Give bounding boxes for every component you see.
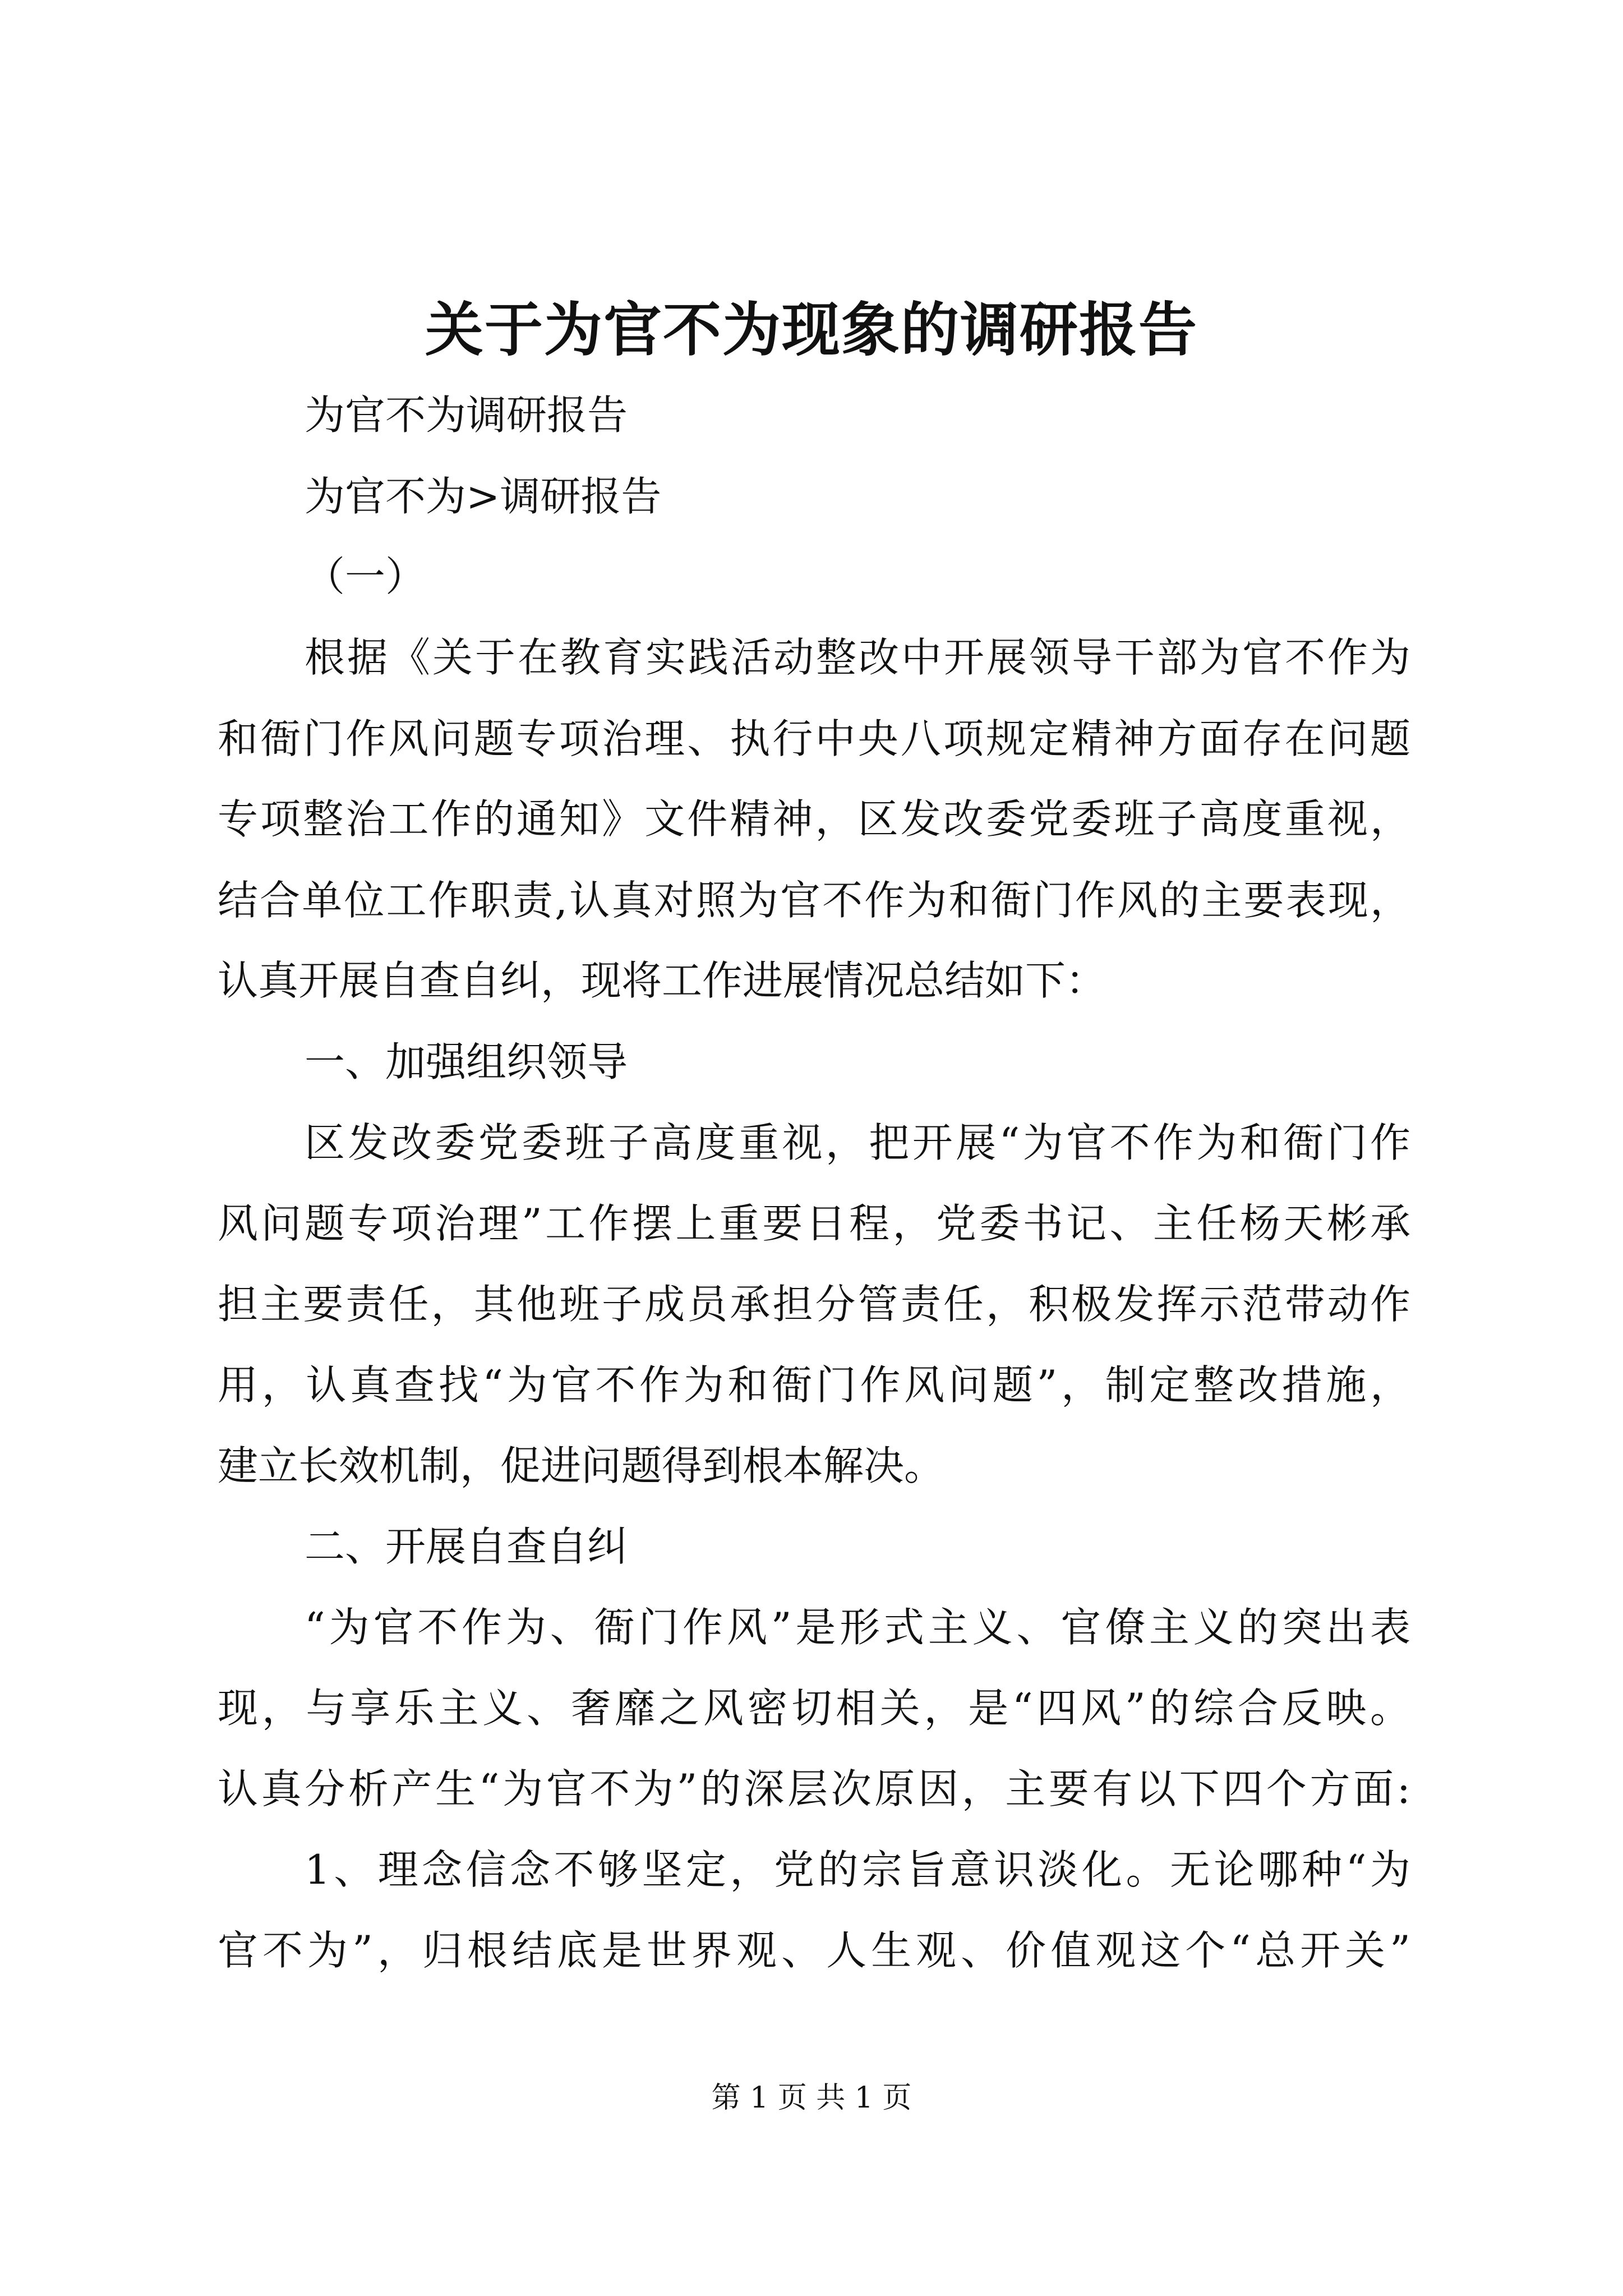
paragraph-3-line: “为官不作为、衙门作风”是形式主义、官僚主义的突出表 [305, 1604, 1410, 1651]
paragraph-1-line: 根据《关于在教育实践活动整改中开展领导干部为官不作为 [305, 634, 1410, 681]
paragraph-1-line: 和衙门作风问题专项治理、执行中央八项规定精神方面存在问题 [218, 715, 1410, 762]
paragraph-4-line: 1、理念信念不够坚定，党的宗旨意识淡化。无论哪种“为 [305, 1846, 1410, 1893]
section-marker: （一） [305, 553, 426, 600]
paragraph-2-line: 区发改委党委班子高度重视，把开展“为官不作为和衙门作 [305, 1119, 1410, 1166]
paragraph-3-line: 认真分析产生“为官不为”的深层次原因，主要有以下四个方面: [218, 1765, 1410, 1812]
paragraph-2-line: 风问题专项治理”工作摆上重要日程，党委书记、主任杨天彬承 [218, 1200, 1410, 1247]
paragraph-2-line: 用，认真查找“为官不作为和衙门作风问题”，制定整改措施， [218, 1361, 1410, 1409]
document-title: 关于为官不为现象的调研报告 [425, 295, 1198, 364]
paragraph-2-line: 建立长效机制，促进问题得到根本解决。 [218, 1442, 945, 1489]
page-footer: 第 1 页 共 1 页 [711, 2081, 912, 2115]
section-heading-1: 一、加强组织领导 [305, 1038, 628, 1085]
paragraph-1-line: 认真开展自查自纠，现将工作进展情况总结如下： [218, 957, 1106, 1004]
paragraph-4-line: 官不为”，归根结底是世界观、人生观、价值观这个“总开关” [218, 1927, 1410, 1974]
subtitle-line-1: 为官不为调研报告 [305, 392, 628, 439]
paragraph-2-line: 担主要责任，其他班子成员承担分管责任，积极发挥示范带动作 [218, 1281, 1410, 1328]
section-heading-2: 二、开展自查自纠 [305, 1523, 628, 1570]
paragraph-1-line: 结合单位工作职责,认真对照为官不作为和衙门作风的主要表现， [218, 877, 1410, 924]
paragraph-3-line: 现，与享乐主义、奢靡之风密切相关，是“四风”的综合反映。 [218, 1685, 1410, 1732]
paragraph-1-line: 专项整治工作的通知》文件精神，区发改委党委班子高度重视， [218, 795, 1410, 843]
subtitle-line-2: 为官不为>调研报告 [305, 473, 662, 520]
